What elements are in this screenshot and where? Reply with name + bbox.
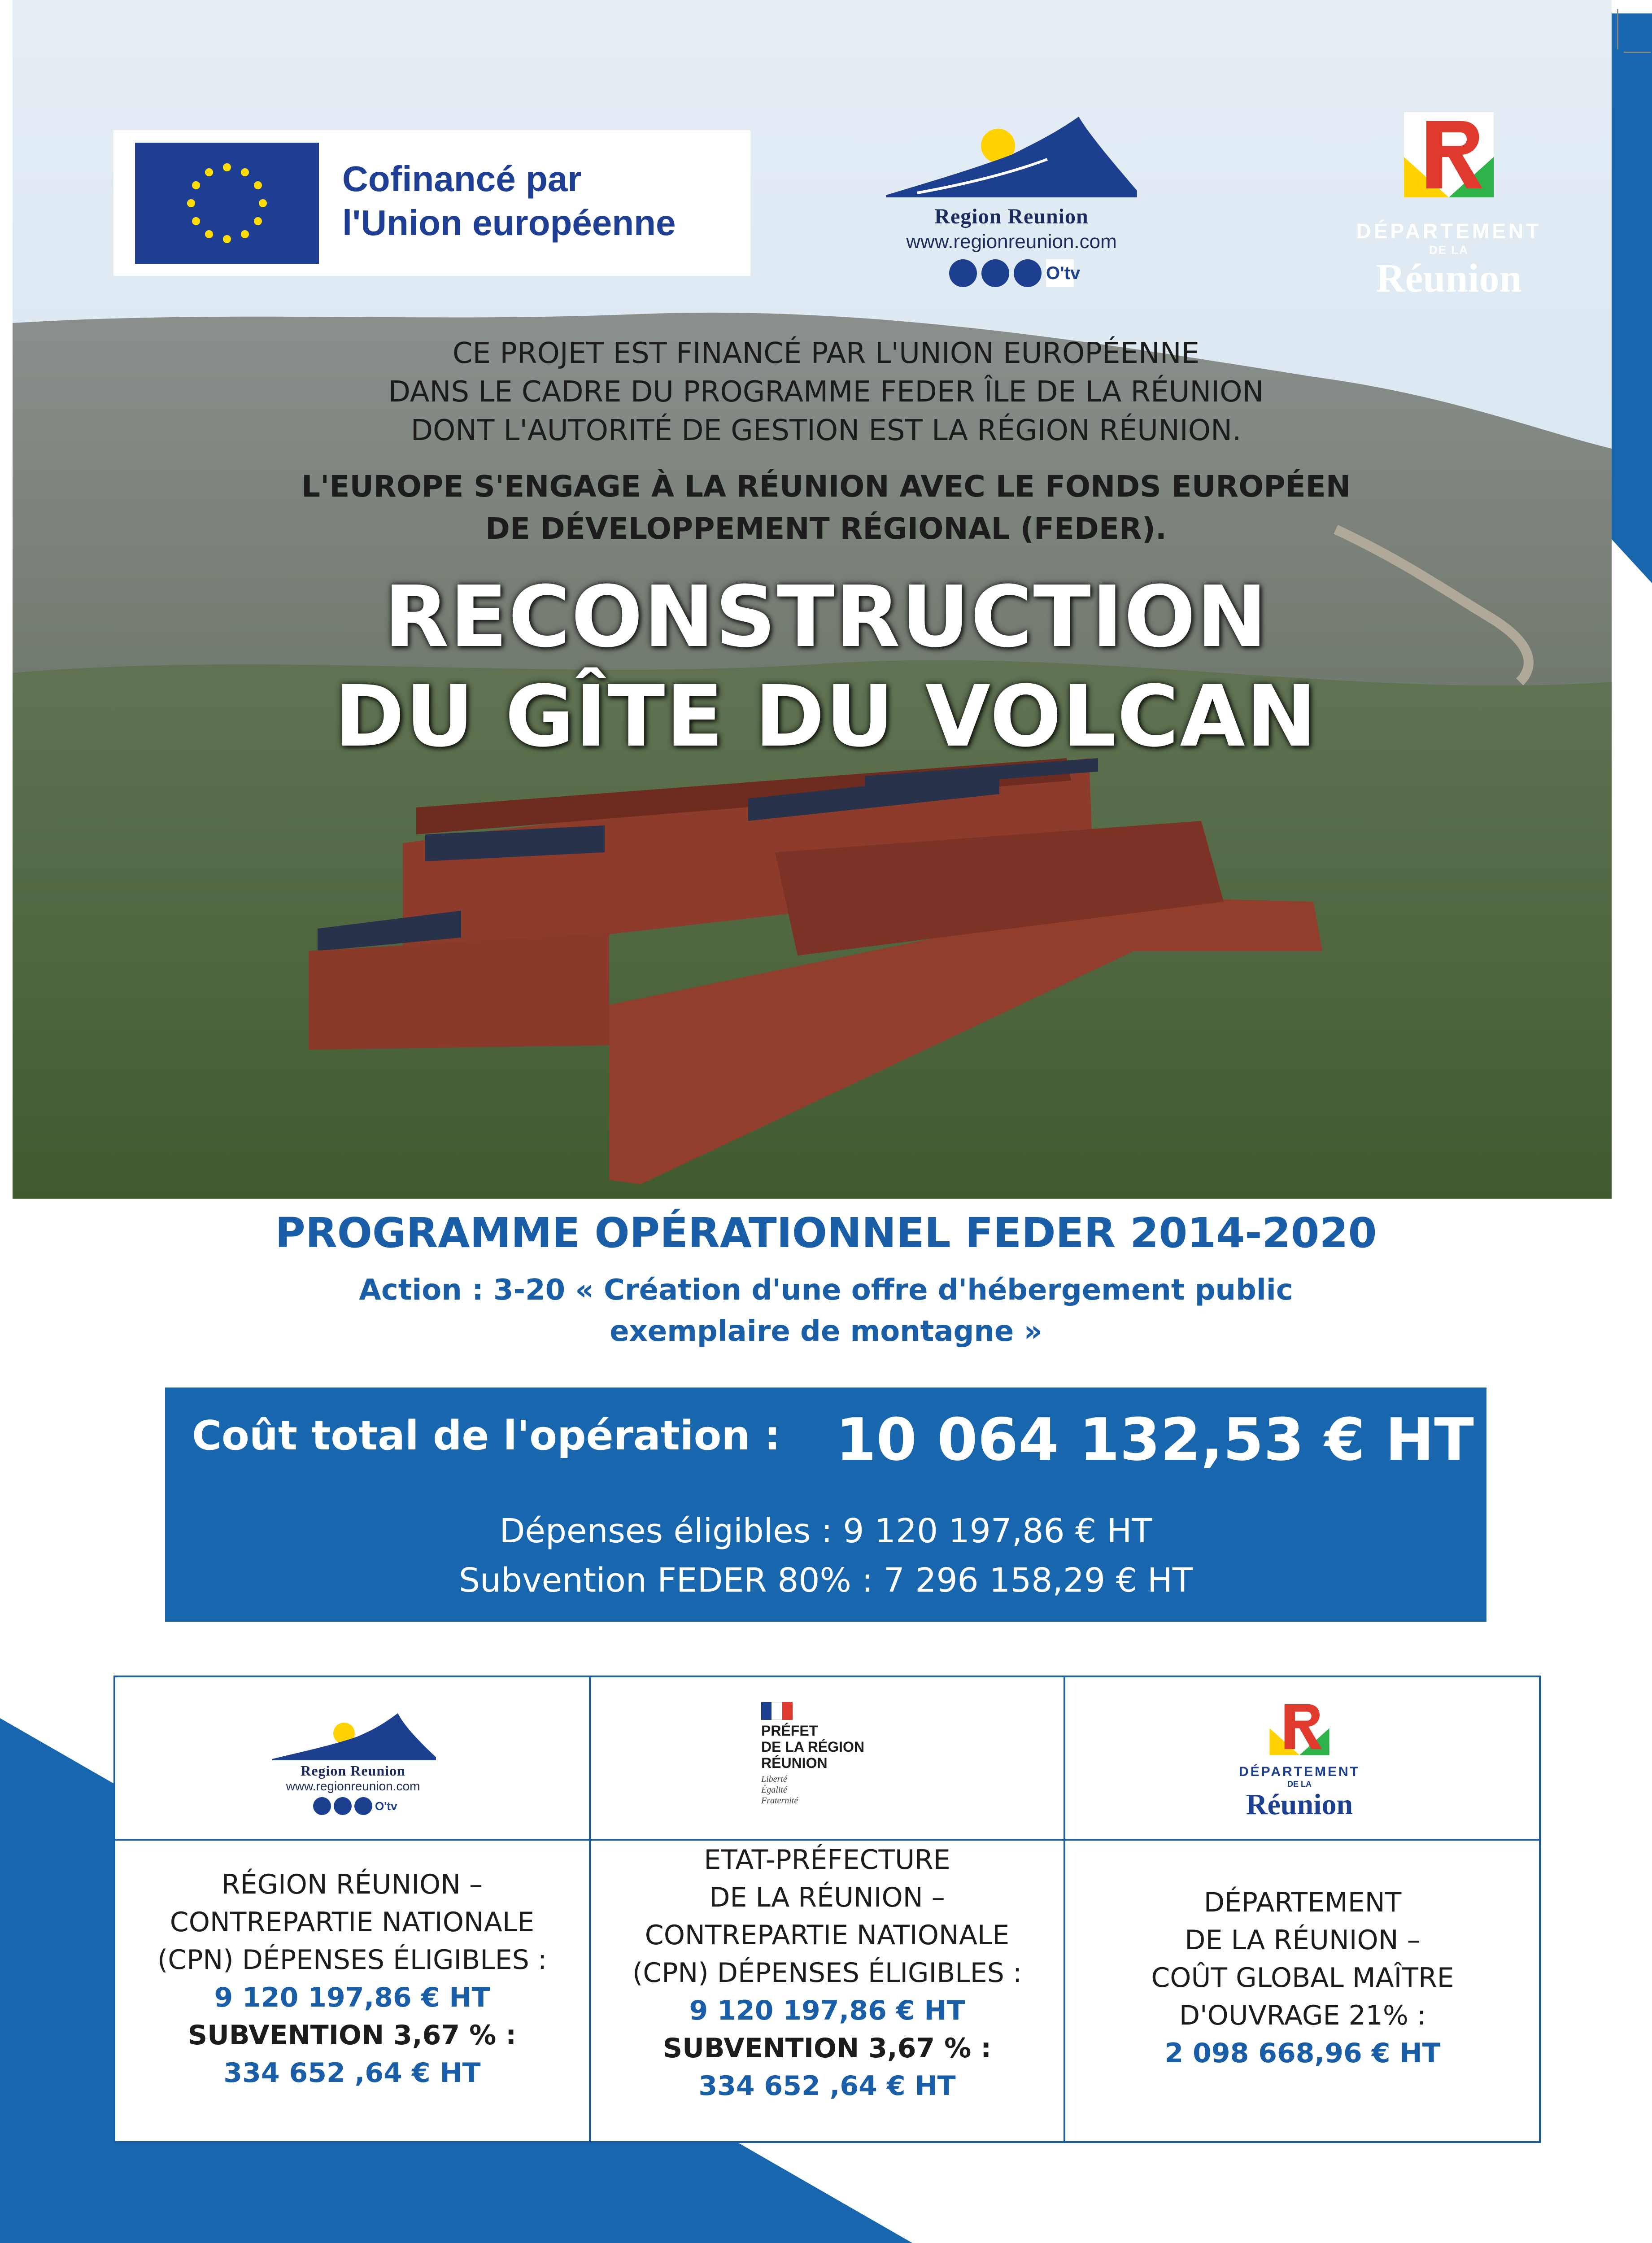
partner-line: DÉPARTEMENT (1203, 1887, 1402, 1918)
title-line1: RECONSTRUCTION (384, 568, 1268, 666)
intro-line: DONT L'AUTORITÉ DE GESTION EST LA RÉGION RÉUNION. (410, 414, 1242, 447)
prefet-motto: Égalité (761, 1785, 787, 1795)
commitment-paragraph (0, 466, 1652, 550)
intro-line: DANS LE CADRE DU PROGRAMME FEDER ÎLE DE LA RÉUNION (388, 375, 1264, 409)
departement-word: DÉPARTEMENT (1238, 1764, 1360, 1779)
instagram-icon[interactable] (354, 1797, 372, 1815)
cost-summary-box (165, 1388, 1486, 1622)
partner-amount: 9 120 197,86 € HT (689, 1995, 965, 2026)
intro-line: CE PROJET EST FINANCÉ PAR L'UNION EUROPÉENNE (452, 337, 1200, 370)
eu-text-line1: Cofinancé par (342, 159, 582, 199)
cost-total-value: 10 064 132,53 € HT (836, 1405, 1474, 1474)
crop-mark (1624, 52, 1651, 53)
prefet-logo (761, 1702, 905, 1806)
mountain-sun-icon (877, 105, 1146, 204)
partner-amount: 334 652 ,64 € HT (698, 2070, 956, 2102)
partner-amount: 9 120 197,86 € HT (214, 1982, 490, 2013)
oltv-icon[interactable]: O'tv (1046, 259, 1074, 287)
partner-line: D'OUVRAGE 21% : (1179, 2000, 1426, 2031)
crop-mark (1617, 9, 1618, 49)
prefet-motto: Fraternité (761, 1796, 798, 1806)
facebook-icon[interactable] (949, 259, 977, 287)
eligible-expenses: Dépenses éligibles : 9 120 197,86 € HT (499, 1512, 1152, 1550)
commitment-line: DE DÉVELOPPEMENT RÉGIONAL (FEDER). (485, 511, 1167, 546)
table-divider (115, 1839, 1539, 1841)
departement-r-icon (1399, 108, 1498, 202)
programme-action (0, 1270, 1652, 1352)
partner-amount: 2 098 668,96 € HT (1164, 2038, 1441, 2069)
region-reunion-name: Region Reunion (301, 1763, 405, 1779)
departement-reunion-word: Réunion (1376, 256, 1522, 301)
departement-reunion-logo (1341, 108, 1556, 314)
partner-amount: 334 652 ,64 € HT (223, 2057, 481, 2089)
facebook-icon[interactable] (313, 1797, 331, 1815)
departement-de-la: DE LA (1287, 1780, 1312, 1789)
instagram-icon[interactable] (1014, 259, 1042, 287)
partner-line: DE LA RÉUNION – (709, 1882, 945, 1913)
region-reunion-url: www.regionreunion.com (286, 1779, 420, 1793)
eu-cofinance-logo (113, 130, 750, 276)
prefet-line2: DE LA RÉGION (761, 1739, 864, 1755)
title-line2: DU GÎTE DU VOLCAN (334, 668, 1318, 766)
cost-label: Coût total de l'opération : (192, 1412, 780, 1459)
departement-word: DÉPARTEMENT (1356, 219, 1542, 243)
action-line2: exemplaire de montagne » (610, 1315, 1042, 1348)
departement-reunion-logo-small (1210, 1695, 1389, 1820)
partner-line: COÛT GLOBAL MAÎTRE (1151, 1962, 1454, 1994)
eu-text-line2: l'Union européenne (342, 203, 676, 243)
departement-reunion-word: Réunion (1246, 1788, 1353, 1821)
region-reunion-url: www.regionreunion.com (906, 231, 1117, 253)
partner-line: CONTREPARTIE NATIONALE (170, 1907, 535, 1938)
partner-subsidy-label: SUBVENTION 3,67 % : (187, 2020, 517, 2051)
departement-de-la: DE LA (1429, 243, 1469, 257)
twitter-icon[interactable] (334, 1797, 352, 1815)
twitter-icon[interactable] (981, 259, 1009, 287)
prefet-line1: PRÉFET (761, 1723, 818, 1739)
programme-heading: PROGRAMME OPÉRATIONNEL FEDER 2014-2020 (275, 1209, 1377, 1257)
eu-flag-icon (135, 143, 319, 264)
partner-line: RÉGION RÉUNION – (221, 1869, 483, 1900)
partner-line: (CPN) DÉPENSES ÉLIGIBLES : (632, 1957, 1022, 1989)
partner-line: (CPN) DÉPENSES ÉLIGIBLES : (157, 1944, 547, 1976)
partner-departement-text (1065, 1884, 1540, 2072)
oltv-icon[interactable]: O'tv (375, 1797, 393, 1815)
partner-prefecture-text (591, 1841, 1064, 2105)
mountain-sun-icon (263, 1709, 443, 1763)
departement-r-icon (1266, 1695, 1333, 1758)
region-reunion-name: Region Reunion (934, 205, 1089, 228)
partner-line: CONTREPARTIE NATIONALE (645, 1920, 1010, 1951)
page-title (0, 567, 1652, 767)
partners-table (113, 1676, 1541, 2143)
feder-subsidy: Subvention FEDER 80% : 7 296 158,29 € HT (458, 1561, 1193, 1600)
action-line1: Action : 3-20 « Création d'une offre d'hébergement public (359, 1274, 1293, 1307)
partner-line: DE LA RÉUNION – (1185, 1924, 1421, 1956)
french-flag-icon (761, 1702, 793, 1720)
partner-region-text (115, 1866, 589, 2092)
partner-line: ETAT-PRÉFECTURE (704, 1844, 950, 1876)
region-reunion-logo (877, 105, 1146, 316)
commitment-line: L'EUROPE S'ENGAGE À LA RÉUNION AVEC LE FONDS EUROPÉEN (301, 469, 1351, 504)
region-reunion-logo-small (263, 1709, 443, 1815)
prefet-line3: RÉUNION (761, 1755, 828, 1771)
partner-subsidy-label: SUBVENTION 3,67 % : (663, 2033, 992, 2064)
prefet-motto: Liberté (761, 1774, 787, 1784)
intro-paragraph (0, 334, 1652, 450)
